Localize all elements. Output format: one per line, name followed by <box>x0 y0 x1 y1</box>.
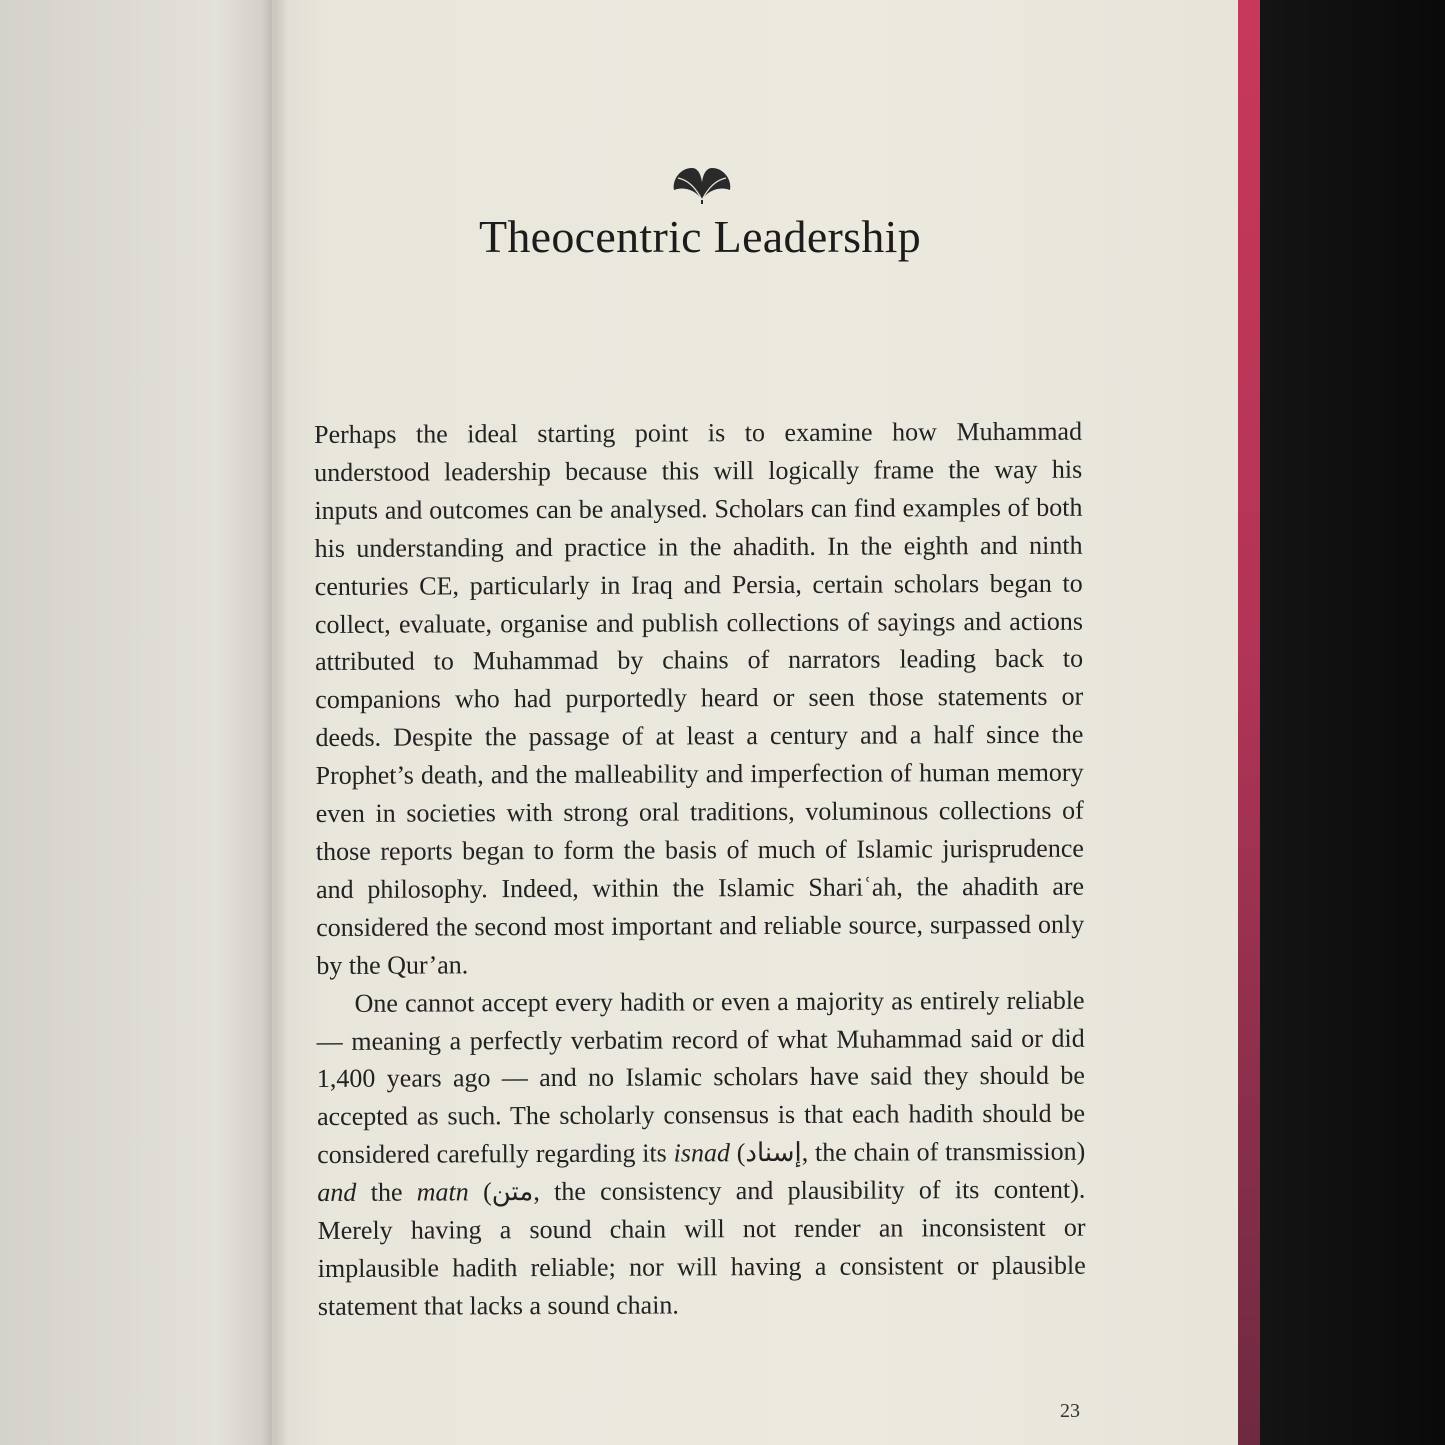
dark-background <box>1260 0 1445 1445</box>
paragraph <box>314 413 1084 985</box>
chapter-title: Theocentric Leadership <box>478 211 922 262</box>
paragraph <box>316 981 1085 1326</box>
text-run: (إسناد, the chain of transmission) <box>729 1136 1086 1168</box>
text-run: (متن, the consistency and plausibility of its content). Merely having a sound chain will not render an inconsistent or implausible hadith reliable; nor will having a consistent or plausible statement that lacks a sound chain. <box>317 1174 1086 1321</box>
leaf-pair-icon <box>666 160 738 204</box>
italic-term: matn <box>416 1177 469 1207</box>
italic-term: isnad <box>673 1138 730 1168</box>
book-cover-edge <box>1238 0 1260 1445</box>
text-run: Perhaps the ideal starting point is to examine how Muhammad understood leadership because this will logically frame the way his inputs and outcomes can be analysed. Scholars can find examples of both his understanding and practice in the ahadith. In the eighth and ninth centuries CE, particularly in Iraq and Persia, certain scholars began to collect, evaluate, organise and publish collections of sayings and actions attributed to Muhammad by chains of narrators leading back to companions who had purportedly heard or seen those statements or deeds. Despite the passage of at least a century and a half since the Prophet’s death, and the malleability and imperfection of human memory even in societies with strong oral traditions, voluminous collections of those reports began to form the basis of much of Islamic jurisprudence and philosophy. Indeed, within the Islamic Shariʿah, the ahadith are considered the second most important and reliable source, surpassed only by the Qur’an. <box>314 416 1085 980</box>
text-run: One cannot accept every hadith or even a majority as entirely reliable — meaning a perfectly verbatim record of what Muhammad said or did 1,400 years ago — and no Islamic scholars have said they should be accepted as such. The scholarly consensus is that each hadith should be considered carefully regarding its <box>316 985 1086 1170</box>
left-page <box>0 0 272 1445</box>
text-run: the <box>356 1177 417 1207</box>
page-number: 23 <box>1060 1400 1080 1422</box>
body-text <box>314 413 1086 1326</box>
italic-term: and <box>317 1177 357 1208</box>
book-gutter <box>262 0 288 1445</box>
